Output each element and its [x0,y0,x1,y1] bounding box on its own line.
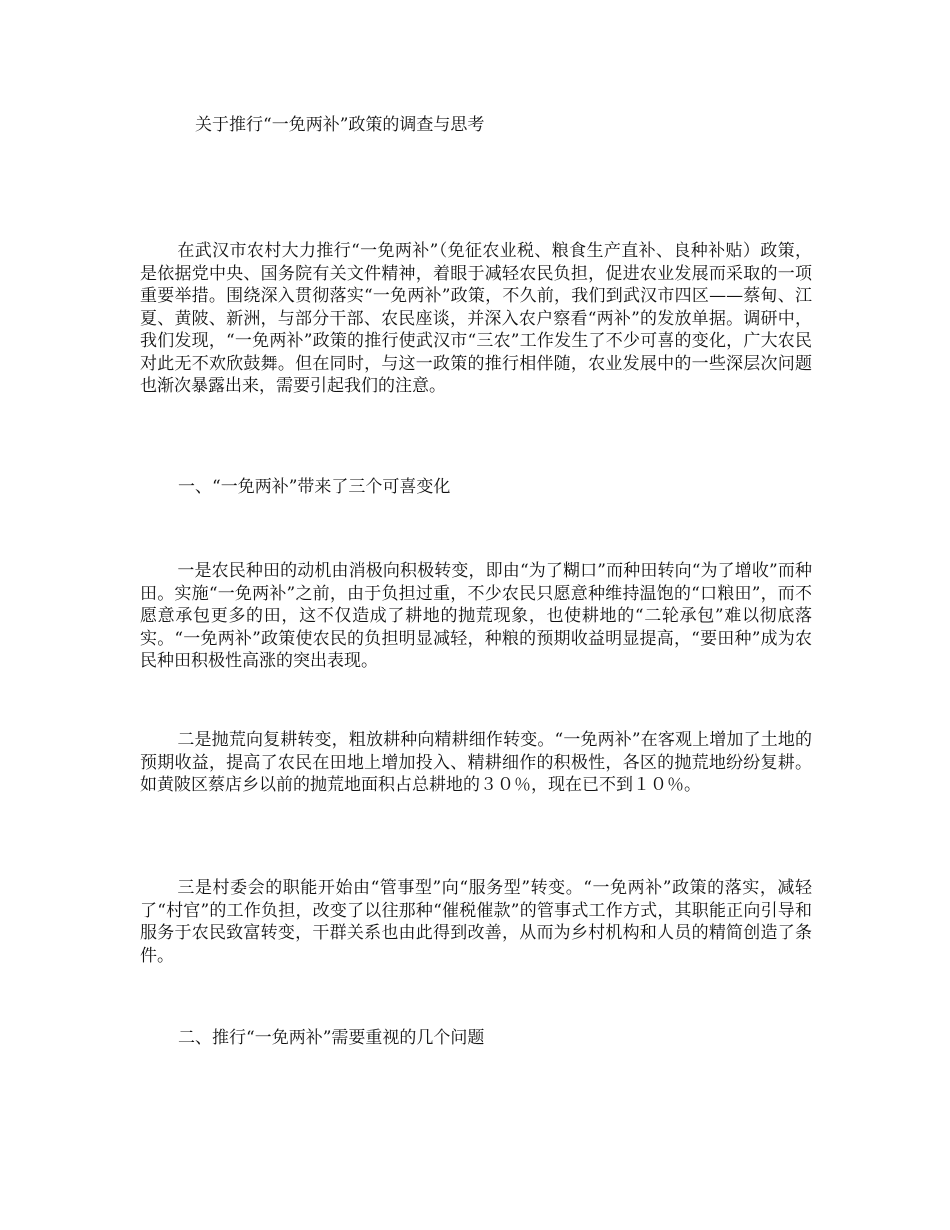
document-title: 关于推行“一免两补”政策的调查与思考 [195,115,485,135]
section-one-paragraph-3: 三是村委会的职能开始由“管事型”向“服务型”转变。“一免两补”政策的落实，减轻了“村官”的工作负担，改变了以往那种“催税催款”的管事式工作方式，其职能正向引导和服务于农民致富转变，干群关系也由此得到改善，从而为乡村机构和人员的精简创造了条件。 [140,878,812,966]
intro-paragraph: 在武汉市农村大力推行“一免两补”（免征农业税、粮食生产直补、良种补贴）政策，是依据党中央、国务院有关文件精神，着眼于减轻农民负担，促进农业发展而采取的一项重要举措。围绕深入贯彻落实“一免两补”政策，不久前，我们到武汉市四区——蔡甸、江夏、黄陂、新洲，与部分干部、农民座谈，并深入农户察看“两补”的发放单据。调研中，我们发现，“一免两补”政策的推行使武汉市“三农”工作发生了不少可喜的变化，广大农民对此无不欢欣鼓舞。但在同时，与这一政策的推行相伴随，农业发展中的一些深层次问题也渐次暴露出来，需要引起我们的注意。 [140,241,812,396]
section-one-paragraph-2: 二是抛荒向复耕转变，粗放耕种向精耕细作转变。“一免两补”在客观上增加了土地的预期收益，提高了农民在田地上增加投入、精耕细作的积极性，各区的抛荒地纷纷复耕。如黄陂区蔡店乡以前的抛荒地面积占总耕地的３０％，现在已不到１０％。 [140,730,812,795]
section-one-heading: 一、“一免两补”带来了三个可喜变化 [178,477,451,497]
section-two-heading: 二、推行“一免两补”需要重视的几个问题 [178,1028,485,1048]
section-one-paragraph-1: 一是农民种田的动机由消极向积极转变，即由“为了糊口”而种田转向“为了增收”而种田。实施“一免两补”之前，由于负担过重，不少农民只愿意种维持温饱的“口粮田”，而不愿意承包更多的田，这不仅造成了耕地的抛荒现象，也使耕地的“二轮承包”难以彻底落实。“一免两补”政策使农民的负担明显减轻，种粮的预期收益明显提高，“要田种”成为农民种田积极性高涨的突出表现。 [140,561,812,671]
